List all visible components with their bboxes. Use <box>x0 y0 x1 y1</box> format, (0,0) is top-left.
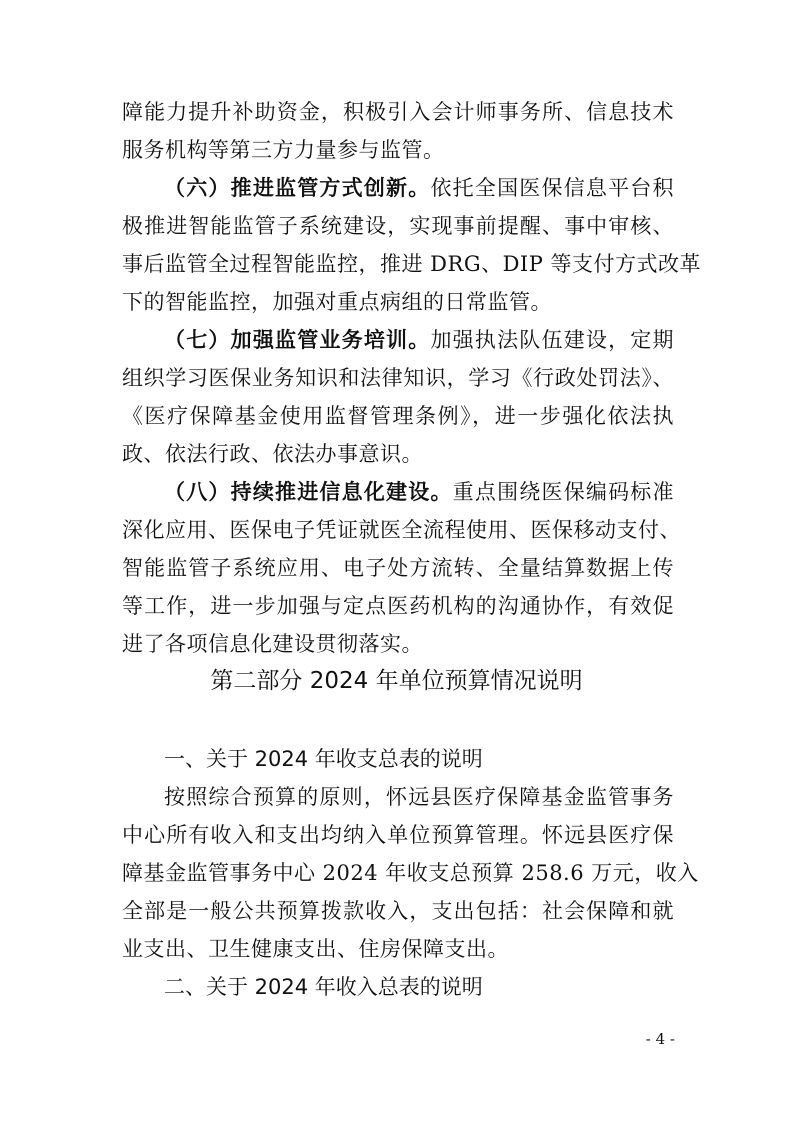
body-line: 深化应用、医保电子凭证就医全流程使用、医保移动支付、 <box>122 518 681 542</box>
body-line: 依托全国医保信息平台积 <box>430 176 675 200</box>
body-line: 全部是一般公共预算拨款收入，支出包括：社会保障和就 <box>122 899 674 923</box>
body-line: 障基金监管事务中心 2024 年收支总预算 258.6 万元，收入 <box>122 861 699 885</box>
body-line: 等工作，进一步加强与定点医药机构的沟通协作，有效促 <box>122 594 674 618</box>
body-line: 服务机构等第三方力量参与监管。 <box>122 138 445 162</box>
body-line: 智能监管子系统应用、电子处方流转、全量结算数据上传 <box>122 556 674 580</box>
body-line: 障能力提升补助资金，积极引入会计师事务所、信息技术 <box>122 100 674 124</box>
item-paragraph-seven <box>164 326 674 354</box>
body-line: 加强执法队伍建设，定期 <box>430 328 675 352</box>
heading-income-expense-summary: 一、关于 2024 年收支总表的说明 <box>164 747 483 771</box>
page-number: - 4 - <box>645 1030 675 1048</box>
body-line: 《医疗保障基金使用监督管理条例》，进一步强化依法执 <box>122 404 674 428</box>
item-paragraph-six <box>164 174 674 202</box>
item-title-seven: （七）加强监管业务培训。 <box>164 327 431 352</box>
section-title: 第二部分 2024 年单位预算情况说明 <box>210 668 583 694</box>
body-line: 政、依法行政、依法办事意识。 <box>122 442 423 466</box>
item-title-six: （六）推进监管方式创新。 <box>164 175 431 200</box>
item-paragraph-eight <box>164 478 674 506</box>
body-line: 组织学习医保业务知识和法律知识，学习《行政处罚法》、 <box>122 366 674 390</box>
body-line: 进了各项信息化建设贯彻落实。 <box>122 632 423 656</box>
heading-income-summary: 二、关于 2024 年收入总表的说明 <box>164 975 483 999</box>
item-title-eight: （八）持续推进信息化建设。 <box>164 479 453 504</box>
body-line: 重点围绕医保编码标准 <box>452 480 675 504</box>
body-line: 中心所有收入和支出均纳入单位预算管理。怀远县医疗保 <box>122 823 674 847</box>
body-line: 极推进智能监管子系统建设，实现事前提醒、事中审核、 <box>122 214 674 238</box>
body-line: 按照综合预算的原则，怀远县医疗保障基金监管事务 <box>164 785 674 809</box>
body-line: 事后监管全过程智能监控，推进 DRG、DIP 等支付方式改革 <box>122 252 702 276</box>
body-line: 业支出、卫生健康支出、住房保障支出。 <box>122 937 509 961</box>
body-line: 下的智能监控，加强对重点病组的日常监管。 <box>122 290 552 314</box>
